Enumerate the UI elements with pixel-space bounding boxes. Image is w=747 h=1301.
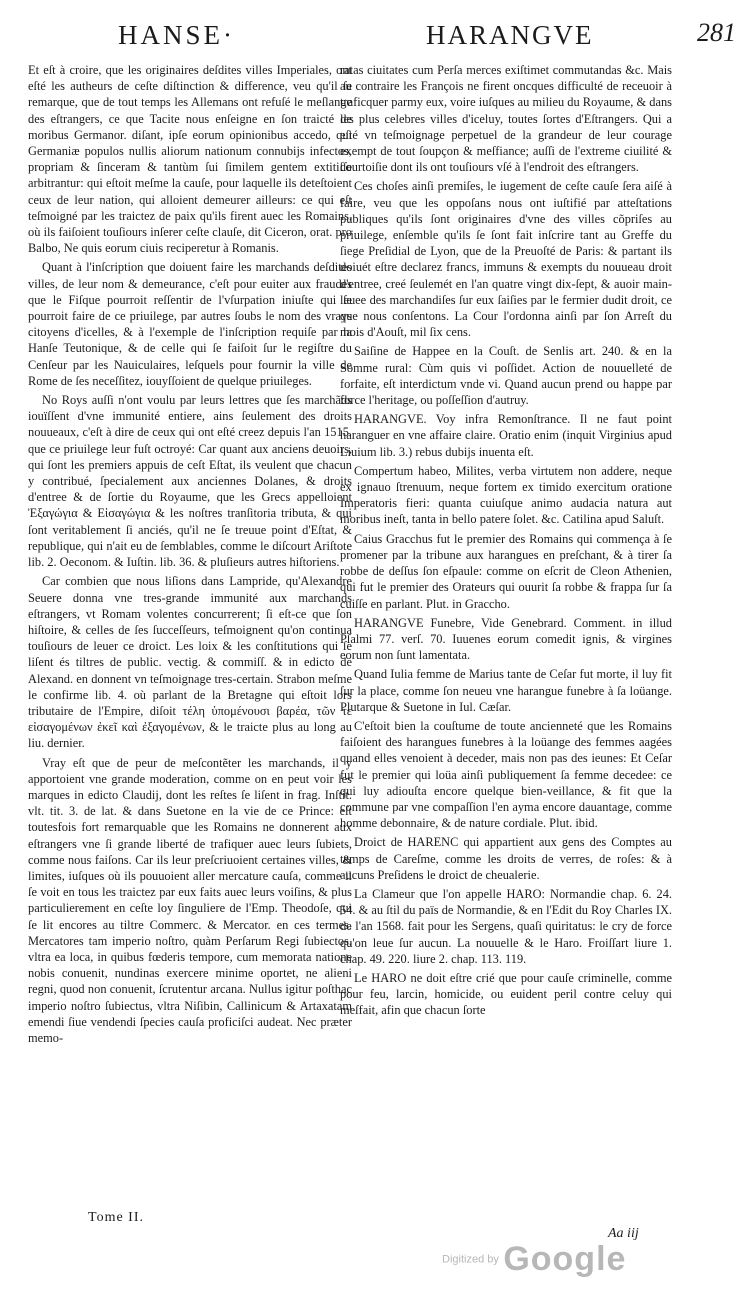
paragraph: Caius Gracchus fut le premier des Romains qui commença à ſe promener par la tribune aux harangues en preſchant, & à tirer ſa robbe de deſſus ſon eſpaule: comme on eſcrit de Cleon Athenien, qui fut le premier des Orateurs qui ouurit ſa robbe & frappa ſur ſa cuiſſe en parlant. Plut. in Graccho.: [340, 531, 672, 611]
paragraph: Et eſt à croire, que les originaires deſdites villes Imperiales, ont eſté les autheurs de ceſte diſtinction & difference, veu qu'il ſe remarque, que de tout temps les Allemans ont refuſé le meſlange des eſtrangers, ce que Tacite nous enſeigne en ſon traicté de moribus Germanor. diſant, ipſe eorum opinionibus accedo, qui Germaniæ populos nullis aliorum nationum connubijs infectos, propriam & ſinceram & tantùm ſui ſimilem gentem extitiſſe arbitrantur: qui eſtoit meſme la cauſe, pour laquelle ils deteſtoient ceux de leur nation, qui alloient demeurer ailleurs: ce qui eſt teſmoigné par les traictez de paix qu'ils firent auec les Romains, où ils faiſoient touſiours inſerer ceſte clauſe, dit Ciceron, orat. pro Balbo, Ne quis eorum ciuis reciperetur à Romanis.: [28, 63, 352, 256]
column-gutter: [332, 62, 333, 1212]
watermark-prefix: Digitized by: [442, 1253, 499, 1266]
paragraph: Quant à l'inſcription que doiuent faire les marchands deſdites villes, de leur nom & demeurance, c'eſt pour euiter aux fraudes que le Fiſque pourroit reſſentir de l'vſurpation iniuſte qui ſe pourroit faire de ce priuilege, par autres ſoubs le nom des vrays citoyens d'icelles, & à l'exemple de l'inſcription requiſe par la Hanſe Teutonique, & de celle qui ſe faiſoit ſur le regiſtre du Cenſeur par les Nauiculaires, leſquels pour fournir la ville de Rome de ſes neceſſitez, iouyſſoient de quelque priuileges.: [28, 260, 352, 388]
left-column: [28, 62, 352, 1049]
running-header: [28, 14, 736, 58]
paragraph: Compertum habeo, Milites, verba virtutem non addere, neque ex ignauo ſtrenuum, neque fortem ex timido exercitum oratione Imperatoris fieri: quanta cuiuſque animo audacia natura aut moribus ineſt, tanta in bello patere ſolet. &c. Catilina apud Saluſt.: [340, 463, 672, 527]
page-number: 281: [697, 18, 736, 47]
paragraph: La Clameur que l'on appelle HARO: Normandie chap. 6. 24. 54. & au ſtil du païs de Normandie, & en l'Edit du Roy Charles IX. de l'an 1568. fait pour les Sergens, quaſi quiritatus: le cry de force qu'on leue ſur aucun. La nouuelle & le Haro. Froiſſart liure 1. chap. 49. 220. liure 2. chap. 113. 119.: [340, 886, 672, 966]
signature-mark: Aa iij: [608, 1226, 639, 1241]
paragraph: ratas ciuitates cum Perſa merces exiſtimet commutandas &c. Mais au contraire les François ne firent oncques difficulté de receuoir à traficquer parmy eux, voire iuſques au milieu du Royaume, & dans les plus celebres villes d'iceluy, toutes ſortes d'Eſtrangers. Qui a eſté vn teſmoignage perpetuel de la grandeur de leur courage exempt de tout ſoupçon & meſfiance; auſſi de l'extreme ciuilité & courtoiſie dont ils ont touſiours vſé à l'endroit des eſtrangers.: [340, 63, 672, 175]
google-watermark: [442, 1240, 626, 1279]
paragraph: Quand Iulia femme de Marius tante de Ceſar fut morte, il luy fit ſur la place, comme ſon neueu vne harangue funebre à ſa loüange. Plutarque & Suetone in Iul. Cæſar.: [340, 667, 672, 714]
paragraph: No Roys auſſi n'ont voulu par leurs lettres que ſes marchãds iouïſſent d'vne immunité entiere, ains ſeulement des droits nouueaux, c'eſt à dire de ceux qui ont eſté creez depuis l'an 1515. que ce priuilege leur fuſt octroyé: Car quant aux anciens deuoirs, qui ſont les premiers appuis de ceſt Eſtat, ils veulent que chacun y contribué, ſpecialement aux anciennes Dolanes, & droits d'entree & de ſortie du Royaume, que les Grecs appelloient Ἐξαγώγια & Εἰσαγώγια & les noſtres tranſitoria tributa, & qui ſont veritablement ſi anciés, qu'il ne ſe treuue point d'Eſtat, & republique, qui n'ait eu de ſemblables, comme le diſcourt Ariſtote lib. 2. Oeconom. & Iuſtin. lib. 36. & pluſieurs autres hiſtoriens.: [28, 393, 352, 570]
header-left-word: HANSE·: [118, 20, 235, 50]
paragraph: C'eſtoit bien la couſtume de toute ancienneté que les Romains faiſoient des harangues funebres à la loüange des femmes aagées quand elles venoient à deceder, mais non pas des ieunes: Et Ceſar fut le premier qui loüa ainſi publiquement ſa femme decedee: ce qui luy adiouſta encore quelque bien-veillance, & fit que la commune par vne compaſſion l'en ayma encore dauantage, comme homme debonnaire, & de nature cordiale. Plut. ibid.: [340, 718, 672, 831]
right-column: [340, 62, 672, 1022]
paragraph: Vray eſt que de peur de meſcontẽter les marchands, il y apportoient vne grande moderation, comme on en peut voir les marques in edicto Claudij, dont les reſtes ſe liſent in frag. Inſtit. vlt. tit. 3. de lat. & dans Suetone en la vie de ce Prince: eſt toutesfois fort remarquable que les Romains ne donnerent aux eſtrangers vne ſi grande liberté de trafiquer auec leurs ſubiets, comme nous faiſons. Car ils leur preſcriuoient certaines villes, & limites, iuſques où ils pouuoient aller mercature cauſa, comme il ſe voit en tous les traictez par eux faits auec leurs voiſins, & plus particulierement en ceſte loy ſinguliere de l'Emp. Theodoſe, qui ſe lit encores au tiltre Commerc. & Mercator. en ces termes. Mercatores tam imperio noſtro, quàm Perſarum Regi ſubiectos, vltra ea loca, in quibus fœderis tempore, cum memorata natione nobis conuenit, nundinas exercere minime oportet, ne alieni regni, quod non conuenit, ſcrutentur arcana. Nullus igitur poſthac imperio noſtro ſubiectus, vltra Niſibin, Callinicum & Artaxatam emendi ſiue vendendi ſpecies cauſa proficiſci audeat. Nec præter memo-: [28, 755, 352, 1045]
paragraph: Le HARO ne doit eſtre crié que pour cauſe criminelle, comme pour feu, larcin, homicide, ou euident peril contre celuy qui meſfait, afin que chacun ſorte: [340, 970, 672, 1018]
header-center-word: HARANGVE: [426, 20, 594, 50]
paragraph: Droict de HARENC qui appartient aux gens des Comptes au temps de Careſme, comme les droits de verres, de roſes: & à aucuns Preſidens le droict de cheualerie.: [340, 835, 672, 882]
volume-label: Tome II.: [88, 1210, 145, 1225]
paragraph: HARANGVE Funebre, Vide Genebrard. Comment. in illud Pſalmi 77. verſ. 70. Iuuenes eorum comedit ignis, & virgines eorum non ſunt lamentata.: [340, 615, 672, 663]
google-logo: Google: [503, 1240, 627, 1278]
paragraph: Car combien que nous liſions dans Lampride, qu'Alexandre Seuere donna vne tres-grande immunité aux marchands eſtrangers, vt Romam volentes concurrerent; ſi eſt-ce que ſon hiſtoire, & celles de ſes ſucceſſeurs, teſmoignent qu'on continua touſiours de leuer ce droict. Les loix & les conſtitutions qui ſe liſent és tiltres de public. vectig. & commiſſ. & in edicto de Alexand. en donnent vn teſmoignage tres-certain. Strabon meſme le confirme lib. 4. où parlant de la Bretagne qui eſtoit lors tributaire de l'Empire, diſoit τέλη ὑπομένουσι βαρέα, τῶν τε εἰσαγομένων ἐκεῖ καὶ ἐξαγομένων, & le traicte plus au long au liu. dernier.: [28, 574, 352, 751]
paragraph: HARANGVE. Voy infra Remonſtrance. Il ne faut point haranguer en vne affaire claire. Oratio enim (inquit Virginius apud Liuium lib. 3.) rebus dubijs inuenta eſt.: [340, 412, 672, 459]
paragraph: Ces choſes ainſi premiſes, le iugement de ceſte cauſe ſera aiſé à faire, veu que les oppoſans nous ont iuſtifié par atteſtations publiques qu'ils ſont originaires d'vne des villes cõpriſes au priuilege, enſemble qu'ils ſe ſont fait inſcrire tant au Greffe du ſiege Preſidial de Lyon, que de la Preuoſté de Paris: & partant ils doiuét eſtre declarez francs, immuns & exempts du nouueau droit d'entree, creé ſeulemét en l'an quatre vingt dix-ſept, & auoir main-leuee des marchandiſes ſur eux ſaiſies par le fermier dudit droit, ce que nous conſentons. La Cour l'ordonna ainſi par ſon Arreſt du mois d'Aouſt, mil ſix cens.: [340, 179, 672, 340]
paragraph: Saiſine de Happee en la Couſt. de Senlis art. 240. & en la Somme rural: Cùm quis vi poſſidet. Action de nouuelleté de forfaite, eſt interdictum vnde vi. Quand aucun prend ou happe par force l'heritage, ou poſſeſſion d'autruy.: [340, 344, 672, 408]
